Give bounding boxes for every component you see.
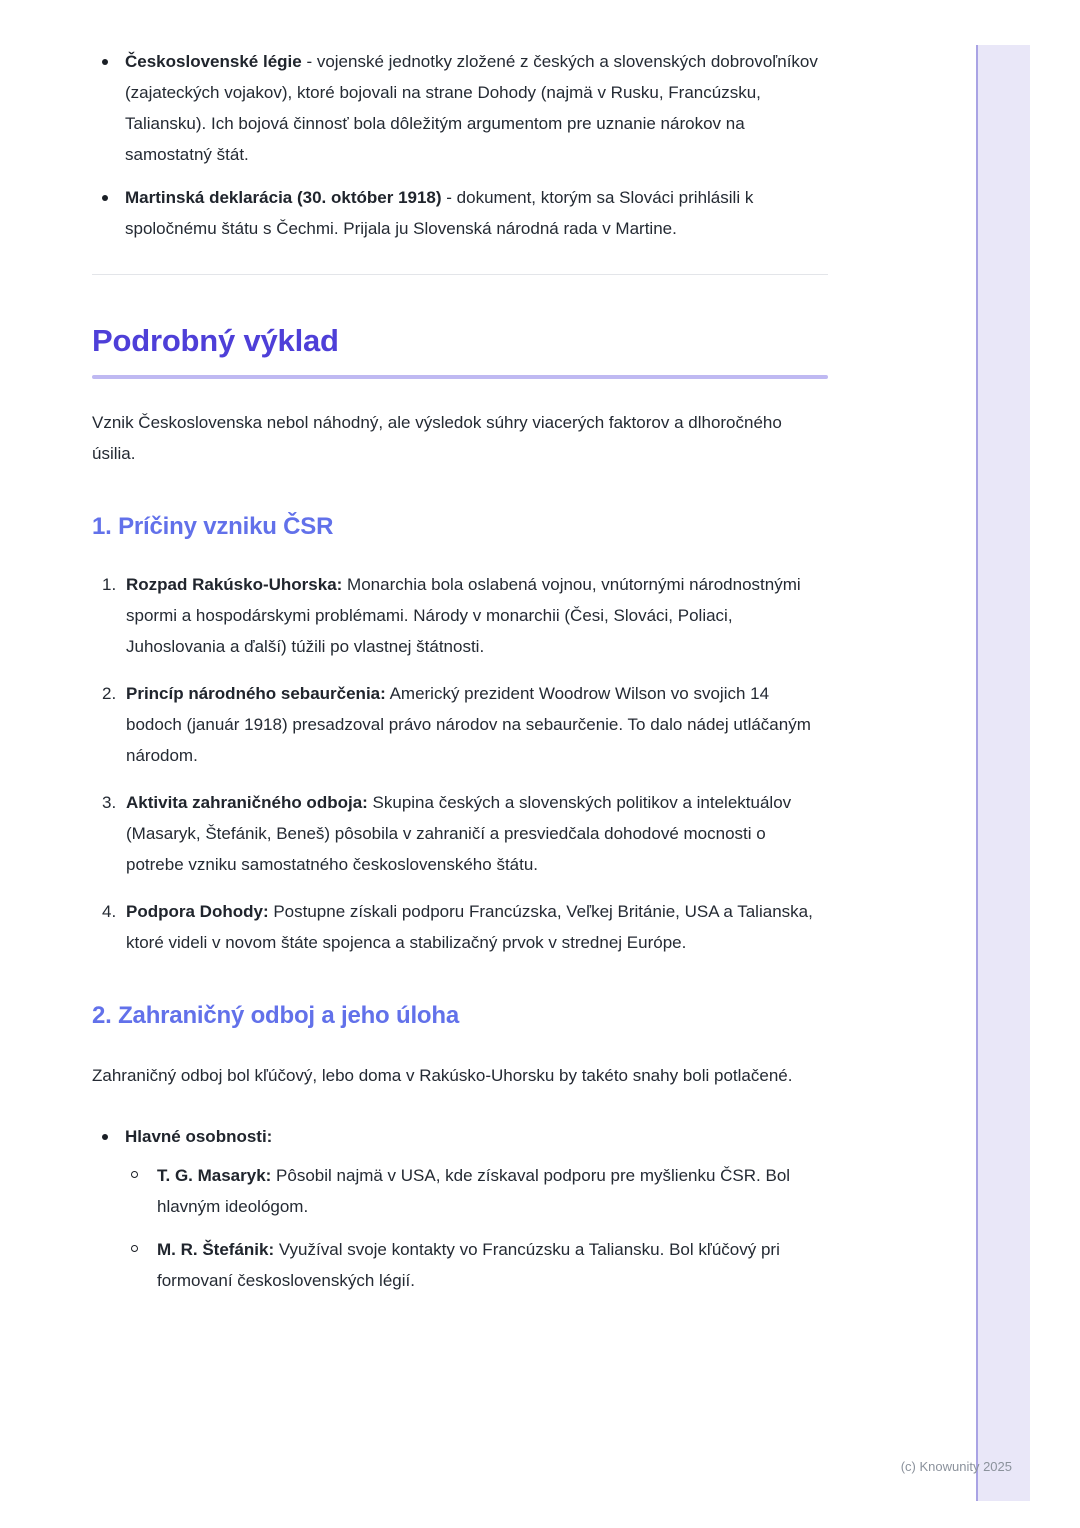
item-text — [126, 569, 828, 662]
item-term: Rozpad Rakúsko-Uhorska: — [126, 575, 343, 594]
person-name: T. G. Masaryk: — [157, 1166, 272, 1185]
page-edge-strip — [976, 45, 1030, 1501]
item-body: Skupina českých a slovenských politikov a intelektuálov (Masaryk, Štefánik, Beneš) pôsobila v zahraničí a presviedčala dohodové mocnosti o potrebe vzniku samostatného československého štátu. — [126, 793, 792, 874]
person-name: M. R. Štefánik: — [157, 1240, 275, 1259]
item-body: Postupne získali podporu Francúzska, Veľkej Británie, USA a Talianska, ktoré videli v novom štáte spojenca a stabilizačný prvok v strednej Európe. — [126, 902, 813, 952]
numbered-item — [102, 569, 828, 662]
section-2-title: 2. Zahraničný odboj a jeho úloha — [92, 1002, 459, 1029]
title-underline — [92, 375, 828, 379]
item-text — [126, 678, 828, 771]
item-number: 4. — [102, 902, 117, 921]
section-1-title: 1. Príčiny vzniku ČSR — [92, 513, 334, 540]
circle-marker-icon — [131, 1245, 138, 1252]
definition-term: Martinská deklarácia (30. október 1918) — [125, 188, 442, 207]
section-2-lead: Zahraničný odboj bol kľúčový, lebo doma v Rakúsko-Uhorsku by takéto snahy boli potlačené. — [92, 1066, 793, 1085]
list-item — [102, 1121, 828, 1308]
item-number: 3. — [102, 793, 117, 812]
sub-list-item — [131, 1160, 828, 1222]
definition-term: Československé légie — [125, 52, 302, 71]
sub-list-item — [131, 1234, 828, 1296]
bullet-marker-icon — [102, 59, 108, 65]
person-text — [157, 1234, 828, 1296]
page-title: Podrobný výklad — [92, 323, 339, 358]
personalities-list — [92, 1121, 828, 1308]
personalities-sublist — [125, 1160, 828, 1296]
definitions-list — [92, 46, 828, 244]
circle-marker-icon — [131, 1171, 138, 1178]
item-text — [126, 896, 828, 958]
item-term: Aktivita zahraničného odboja: — [126, 793, 368, 812]
item-body: Monarchia bola oslabená vojnou, vnútornými národnostnými spormi a hospodárskymi problémami. Národy v monarchii (Česi, Slováci, Poliaci, Juhoslovania a ďalší) túžili po vlastnej štátnosti. — [126, 575, 801, 656]
item-number: 1. — [102, 575, 117, 594]
numbered-item — [102, 678, 828, 771]
item-text — [126, 787, 828, 880]
causes-list — [92, 569, 828, 958]
person-text — [157, 1160, 828, 1222]
definition-body: - dokument, ktorým sa Slováci prihlásili k spoločnému štátu s Čechmi. Prijala ju Slovenská národná rada v Martine. — [125, 188, 754, 238]
section-divider — [92, 274, 828, 275]
numbered-item — [102, 896, 828, 958]
item-number: 2. — [102, 684, 117, 703]
person-description: Využíval svoje kontakty vo Francúzsku a Taliansku. Bol kľúčový pri formovaní československých légií. — [157, 1240, 780, 1290]
list-item-text — [125, 1121, 828, 1308]
item-term: Princíp národného sebaurčenia: — [126, 684, 386, 703]
definition-body: - vojenské jednotky zložené z českých a slovenských dobrovoľníkov (zajateckých vojakov), ktoré bojovali na strane Dohody (najmä v Rusku, Francúzsku, Taliansku). Ich bojová činnosť bola dôležitým argumentom pre uznanie nárokov na samostatný štát. — [125, 52, 818, 164]
bullet-marker-icon — [102, 1134, 108, 1140]
numbered-item — [102, 787, 828, 880]
item-term: Podpora Dohody: — [126, 902, 269, 921]
definition-text — [125, 182, 828, 244]
definition-text — [125, 46, 828, 170]
bullet-marker-icon — [102, 195, 108, 201]
item-body: Americký prezident Woodrow Wilson vo svojich 14 bodoch (január 1918) presadzoval právo národov na sebaurčenie. To dalo nádej utláčaným národom. — [126, 684, 811, 765]
intro-paragraph: Vznik Československa nebol náhodný, ale výsledok súhry viacerých faktorov a dlhoročného úsilia. — [92, 413, 782, 463]
list-item — [102, 182, 828, 244]
copyright-watermark: (c) Knowunity 2025 — [900, 1459, 1012, 1474]
list-item — [102, 46, 828, 170]
personalities-title: Hlavné osobnosti: — [125, 1127, 273, 1146]
person-description: Pôsobil najmä v USA, kde získaval podporu pre myšlienku ČSR. Bol hlavným ideológom. — [157, 1166, 791, 1216]
